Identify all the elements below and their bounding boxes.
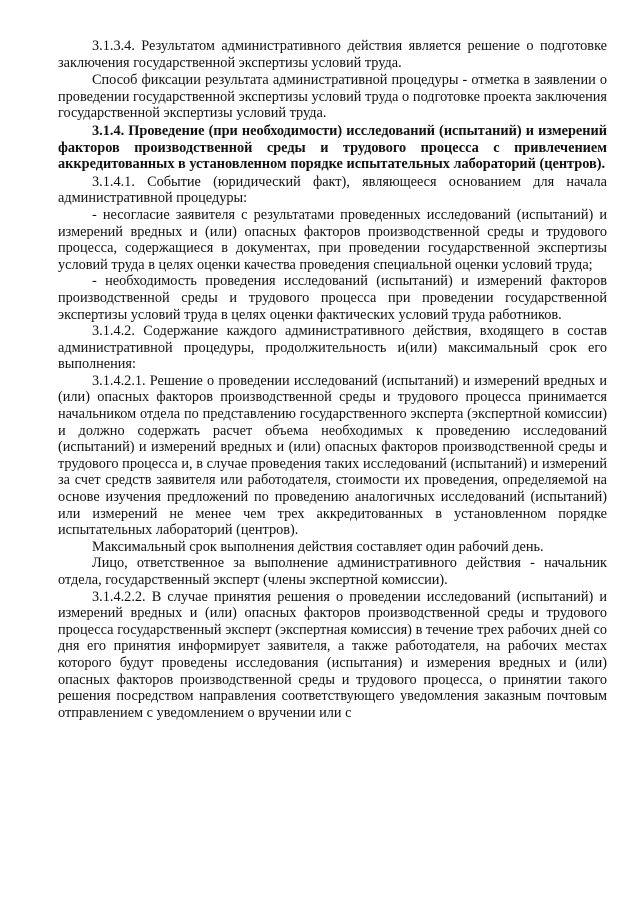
paragraph-3-1-3-4: 3.1.3.4. Результатом административного действия является решение о подготовке заключения государственной экспертизы условий труда. [58, 38, 607, 71]
list-item-necessity: - необходимость проведения исследований (испытаний) и измерений факторов производственной среды и трудового процесса при проведении государственной экспертизы условий труда в целях оценки фактических условий труда работников. [58, 273, 607, 323]
paragraph-fixation-method: Способ фиксации результата административной процедуры - отметка в заявлении о проведении государственной экспертизы условий труда о подготовке проекта заключения государственной экспертизы условий труда. [58, 72, 607, 122]
paragraph-responsible-person: Лицо, ответственное за выполнение административного действия - начальник отдела, государственный эксперт (члены экспертной комиссии). [58, 555, 607, 588]
paragraph-max-term: Максимальный срок выполнения действия составляет один рабочий день. [92, 538, 544, 555]
section-heading-3-1-4: 3.1.4. Проведение (при необходимости) исследований (испытаний) и измерений факторов производственной среды и трудового процесса с привлечением аккредитованных в установленном порядке испытательных лабораторий (центров). [58, 122, 607, 173]
paragraph-3-1-4-2-1: 3.1.4.2.1. Решение о проведении исследований (испытаний) и измерений вредных и (или) опасных факторов производственной среды и трудового процесса принимается начальником отдела по представлению государственного эксперта (экспертной комиссии) и должно содержать расчет объема необходимых к проведению исследований (испытаний) и измерений вредных и (или) опасных факторов производственной среды и трудового процесса и, в случае проведения таких исследований (испытаний) и измерений за счет средств заявителя или работодателя, стоимости их проведения, определяемой на основе изучения предложений по проведению аналогичных исследований (испытаний) или измерений не менее чем трех аккредитованных в установленном порядке испытательных лабораторий (центров). [58, 372, 607, 539]
paragraph-3-1-4-1: 3.1.4.1. Событие (юридический факт), являющееся основанием для начала административной процедуры: [58, 173, 607, 207]
paragraph-3-1-4-2-2: 3.1.4.2.2. В случае принятия решения о проведении исследований (испытаний) и измерений вредных и (или) опасных факторов производственной среды и трудового процесса государственный эксперт (экспертная комиссия) в течение трех рабочих дней со дня его принятия информирует заявителя, а также работодателя, на рабочих местах которого будут проведены исследования (испытания) и измерения вредных и (или) опасных факторов производственной среды и трудового процесса, о принятии такого решения посредством направления соответствующего уведомления заказным почтовым отправлением с уведомлением о вручении или с [58, 588, 607, 721]
list-item-disagreement: - несогласие заявителя с результатами проведенных исследований (испытаний) и измерений вредных и (или) опасных факторов производственной среды и трудового процесса, содержащиеся в документах, при проведении государственной экспертизы условий труда в целях оценки качества проведения специальной оценки условий труда; [58, 206, 607, 273]
paragraph-3-1-4-2: 3.1.4.2. Содержание каждого административного действия, входящего в состав административной процедуры, продолжительность и(или) максимальный срок его выполнения: [58, 323, 607, 373]
